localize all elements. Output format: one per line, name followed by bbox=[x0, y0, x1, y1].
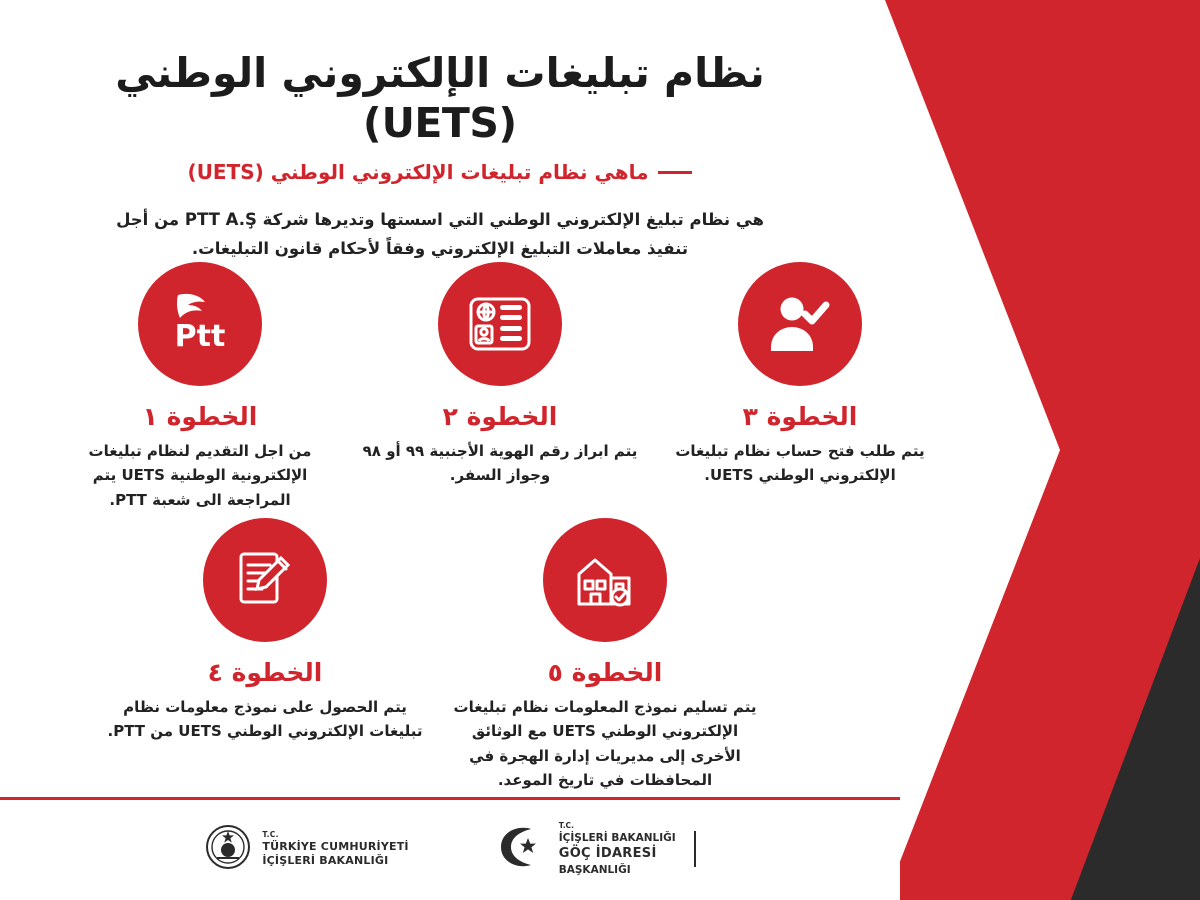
step-card-3 bbox=[650, 262, 950, 512]
document-pen-icon bbox=[233, 548, 297, 612]
step-card-1 bbox=[50, 262, 350, 512]
migration-logo-line2: GÖÇ İDARESİ bbox=[558, 846, 657, 862]
ministry-logo-block bbox=[204, 824, 408, 874]
step-4-title: الخطوة ٤ bbox=[207, 658, 323, 687]
migration-logo-line1: İÇİŞLERİ BAKANLIĞI bbox=[558, 832, 676, 845]
government-building-icon bbox=[571, 548, 639, 612]
ministry-logo-line1: TÜRKİYE CUMHURİYETİ bbox=[262, 839, 409, 853]
step-2-icon-circle bbox=[438, 262, 562, 386]
intro-paragraph: هي نظام تبليغ الإلكتروني الوطني التي اسستها وتديرها شركة PTT A.Ş من أجل تنفيذ معاملات التبليغ الإلكتروني وفقاً لأحكام قانون التبليغات. bbox=[116, 210, 764, 258]
step-1-icon-circle bbox=[138, 262, 262, 386]
step-card-5 bbox=[435, 518, 775, 792]
step-2-title: الخطوة ٢ bbox=[442, 402, 558, 431]
svg-text:Ptt: Ptt bbox=[174, 319, 226, 354]
page-subtitle: ماهي نظام تبليغات الإلكتروني الوطني (UETS) bbox=[187, 160, 649, 185]
footer-logos bbox=[0, 816, 900, 882]
step-3-text: يتم طلب فتح حساب نظام تبليغات الإلكتروني الوطني UETS. bbox=[675, 442, 925, 485]
poster-header bbox=[0, 48, 880, 264]
migration-logo-block bbox=[495, 821, 696, 877]
step-4-icon-circle bbox=[203, 518, 327, 642]
step-card-4 bbox=[95, 518, 435, 792]
step-5-title: الخطوة ٥ bbox=[547, 658, 663, 687]
turkish-interior-ministry-emblem-icon bbox=[204, 824, 252, 874]
steps-row-top bbox=[0, 262, 1000, 512]
page-title: نظام تبليغات الإلكتروني الوطني (UETS) bbox=[115, 49, 765, 148]
ministry-logo-text bbox=[262, 830, 408, 868]
step-5-text: يتم تسليم نموذج المعلومات نظام تبليغات الإلكتروني الوطني UETS مع الوثائق الأخرى إلى مديريات إدارة الهجرة في المحافظات في تاريخ الموعد. bbox=[453, 698, 757, 789]
user-check-icon bbox=[767, 293, 833, 355]
logo-divider bbox=[694, 831, 696, 867]
crescent-star-icon bbox=[495, 825, 549, 873]
ministry-logo-tiny: T.C. bbox=[262, 829, 279, 839]
id-card-icon bbox=[466, 293, 534, 355]
step-1-text: من اجل التقديم لنظام تبليغات الإلكترونية الوطنية UETS يتم المراجعة الى شعبة PTT. bbox=[88, 442, 312, 509]
step-card-2 bbox=[350, 262, 650, 512]
migration-logo-line3: BAŞKANLIĞI bbox=[558, 863, 631, 876]
migration-logo-text bbox=[559, 821, 676, 877]
subtitle-row bbox=[0, 160, 880, 184]
ministry-logo-line2: İÇİŞLERİ BAKANLIĞI bbox=[262, 853, 389, 867]
ptt-logo-icon bbox=[158, 291, 242, 357]
migration-logo-tiny: T.C. bbox=[558, 820, 574, 830]
step-3-icon-circle bbox=[738, 262, 862, 386]
subtitle-rule bbox=[658, 171, 692, 174]
step-3-title: الخطوة ٣ bbox=[742, 402, 858, 431]
step-4-text: يتم الحصول على نموذج معلومات نظام تبليغات الإلكتروني الوطني UETS من PTT. bbox=[107, 698, 423, 741]
step-2-text: يتم ابراز رقم الهوية الأجنبية ٩٩ أو ٩٨ وجواز السفر. bbox=[362, 442, 638, 485]
step-1-title: الخطوة ١ bbox=[142, 402, 258, 431]
step-5-icon-circle bbox=[543, 518, 667, 642]
steps-row-bottom bbox=[0, 518, 870, 792]
